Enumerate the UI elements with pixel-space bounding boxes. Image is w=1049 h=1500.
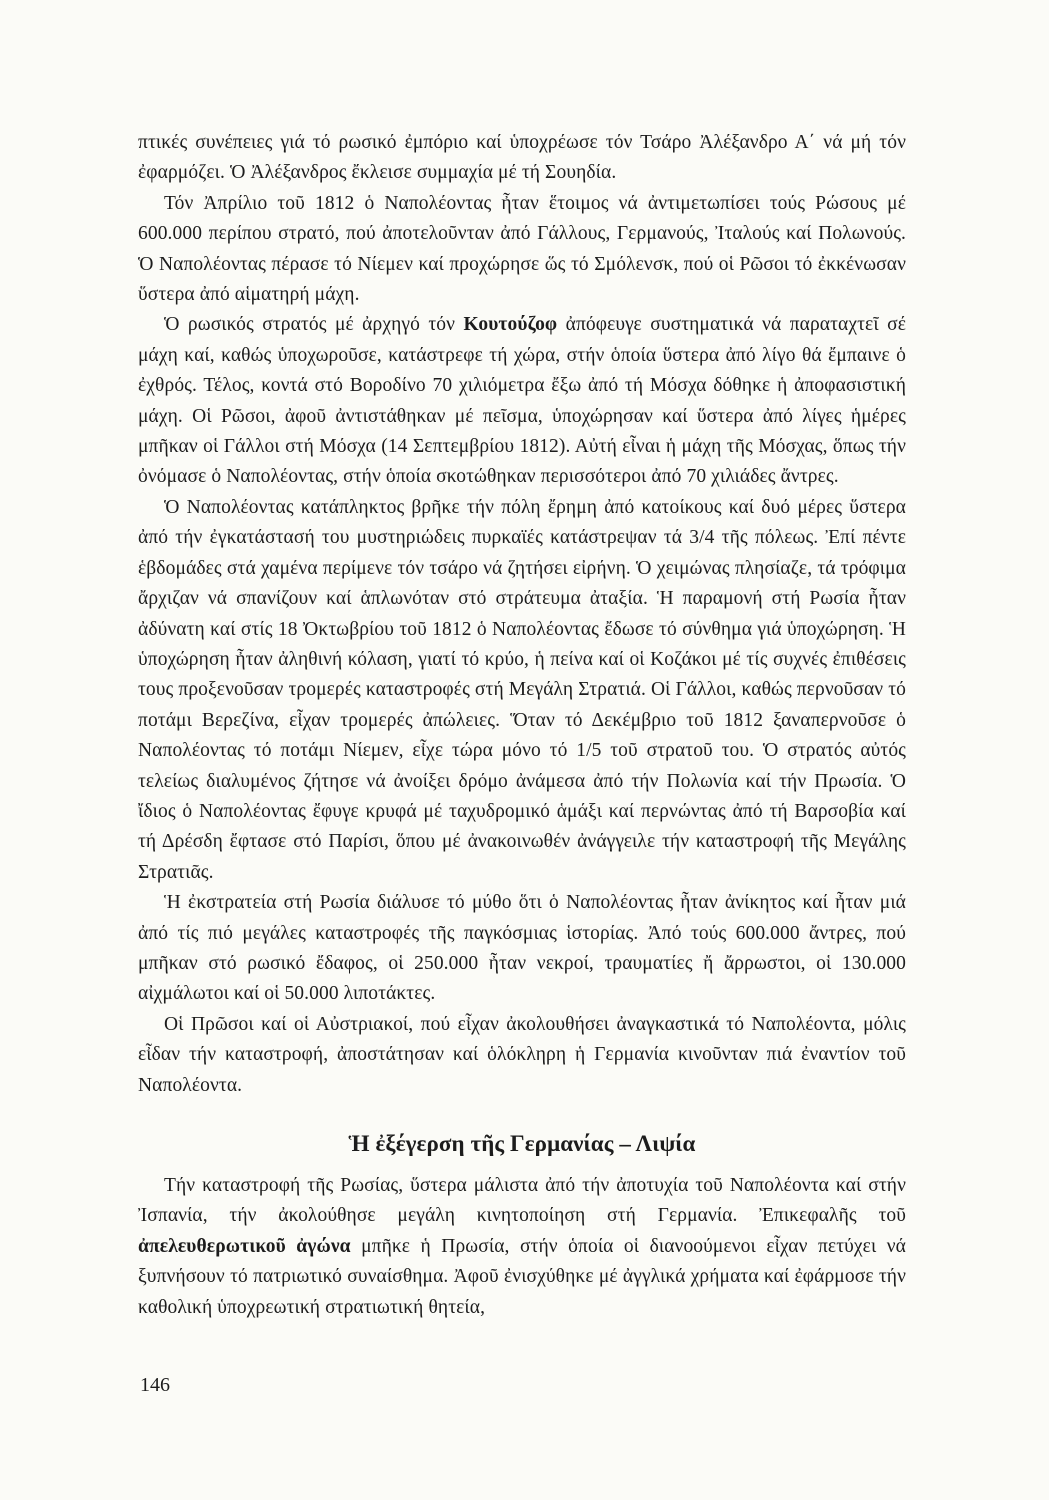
page-number: 146 bbox=[140, 1374, 170, 1396]
section-heading: Ἡ ἐξέγερση τῆς Γερμανίας – Λιψία bbox=[348, 1131, 696, 1156]
paragraph-continuation: πτικές συνέπειες γιά τό ρωσικό ἐμπόριο καί ὑποχρέωσε τόν Τσάρο Ἀλέξανδρο Α΄ νά μή τόν ἐφαρμόζει. Ὁ Ἀλέξανδρος ἔκλεισε συμμαχία μέ τή Σουηδία. bbox=[138, 132, 906, 184]
paragraph-german-uprising bbox=[138, 1171, 906, 1323]
paragraph-german-uprising-start: Τήν καταστροφή τῆς Ρωσίας, ὕστερα μάλιστα ἀπό τήν ἀποτυχία τοῦ Ναπολέοντα καί στήν Ἰσπανία, τήν ἀκολούθησε μεγάλη κινητοποίηση στή Γερμανία. Ἐπικεφαλῆς τοῦ bbox=[138, 1175, 906, 1227]
bold-term-liberation-struggle: ἀπελευθερωτικοῦ ἀγώνα bbox=[138, 1235, 351, 1257]
paragraph-campaign-result: Ἡ ἐκστρατεία στή Ρωσία διάλυσε τό μύθο ὅτι ὁ Ναπολέοντας ἦταν ἀνίκητος καί ἦταν μιά ἀπό τίς πιό μεγάλες καταστροφές τῆς παγκόσμιας ἱστορίας. Ἀπό τούς 600.000 ἄντρες, πού μπῆκαν στό ρωσικό ἔδαφος, οἱ 250.000 ἦταν νεκροί, τραυματίες ἤ ἄρρωστοι, οἱ 130.000 αἰχμάλωτοι καί οἱ 50.000 λιποτάκτες. bbox=[138, 892, 906, 1005]
paragraph-april-1812: Τόν Ἀπρίλιο τοῦ 1812 ὁ Ναπολέοντας ἦταν ἕτοιμος νά ἀντιμετωπίσει τούς Ρώσους μέ 600.000 περίπου στρατό, πού ἀποτελοῦνταν ἀπό Γάλλους, Γερμανούς, Ἰταλούς καί Πολωνούς. Ὁ Ναπολέοντας πέρασε τό Νίεμεν καί προχώρησε ὥς τό Σμόλενσκ, πού οἱ Ρῶσοι τό ἐκκένωσαν ὕστερα ἀπό αἱματηρή μάχη. bbox=[138, 192, 906, 306]
bold-term-kutuzov: Κουτούζοφ bbox=[463, 314, 558, 336]
paragraph-prussians-austrians: Οἱ Πρῶσοι καί οἱ Αὐστριακοί, πού εἶχαν ἀκολουθήσει ἀναγκαστικά τό Ναπολέοντα, μόλις εἶδαν τήν καταστροφή, ἀποστάτησαν καί ὁλόκληρη ἡ Γερμανία κινοῦνταν πιά ἐναντίον τοῦ Ναπολέοντα. bbox=[138, 1013, 906, 1096]
paragraph-kutuzov bbox=[138, 310, 906, 492]
paragraph-kutuzov-rest: ἀπόφευγε συστηματικά νά παραταχτεῖ σέ μάχη καί, καθώς ὑποχωροῦσε, κατάστρεφε τή χώρα, στήν ὁποία ὕστερα ἀπό λίγο θά ἔμπαινε ὁ ἐχθρός. Τέλος, κοντά στό Βοροδίνο 70 χιλιόμετρα ἔξω ἀπό τή Μόσχα δόθηκε ἡ ἀποφασιστική μάχη. Οἱ Ρῶσοι, ἀφοῦ ἀντιστάθηκαν μέ πεῖσμα, ὑποχώρησαν καί ὕστερα ἀπό λίγες ἡμέρες μπῆκαν οἱ Γάλλοι στή Μόσχα (14 Σεπτεμβρίου 1812). Αὐτή εἶναι ἡ μάχη τῆς Μόσχας, ὅπως τήν ὀνόμασε ὁ Ναπολέοντας, στήν ὁποία σκοτώθηκαν περισσότεροι ἀπό 70 χιλιάδες ἄντρες. bbox=[138, 314, 906, 488]
paragraph-moscow-retreat: Ὁ Ναπολέοντας κατάπληκτος βρῆκε τήν πόλη ἔρημη ἀπό κατοίκους καί δυό μέρες ὕστερα ἀπό τήν ἐγκατάστασή του μυστηριώδεις πυρκαϊές κατάστρεψαν τά 3/4 τῆς πόλεως. Ἐπί πέντε ἑβδομάδες στά χαμένα περίμενε τόν τσάρο νά ζητήσει εἰρήνη. Ὁ χειμώνας πλησίαζε, τά τρόφιμα ἄρχιζαν νά σπανίζουν καί ἁπλωνόταν στό στράτευμα ἀταξία. Ἡ παραμονή στή Ρωσία ἦταν ἀδύνατη καί στίς 18 Ὀκτωβρίου τοῦ 1812 ὁ Ναπολέοντας ἔδωσε τό σύνθημα γιά ὑποχώρηση. Ἡ ὑποχώρηση ἦταν ἀληθινή κόλαση, γιατί τό κρύο, ἡ πείνα καί οἱ Κοζάκοι μέ τίς συχνές ἐπιθέσεις τους προξενοῦσαν τρομερές καταστροφές στή Μεγάλη Στρατιά. Οἱ Γάλλοι, καθώς περνοῦσαν τό ποτάμι Βερεζίνα, εἶχαν τρομερές ἀπώλειες. Ὅταν τό Δεκέμβριο τοῦ 1812 ξαναπερνοῦσε ὁ Ναπολέοντας τό ποτάμι Νίεμεν, εἶχε τώρα μόνο τό 1/5 τοῦ στρατοῦ του. Ὁ στρατός αὐτός τελείως διαλυμένος ζήτησε νά ἀνοίξει δρόμο ἀνάμεσα ἀπό τήν Πολωνία καί τήν Πρωσία. Ὁ ἴδιος ὁ Ναπολέοντας ἔφυγε κρυφά μέ ταχυδρομικό ἁμάξι καί περνώντας ἀπό τή Βαρσοβία καί τή Δρέσδη ἔφτασε στό Παρίσι, ὅπου μέ ἀνακοινωθέν ἀνάγγειλε τήν καταστροφή τῆς Μεγάλης Στρατιᾶς. bbox=[138, 496, 906, 883]
paragraph-kutuzov-start: Ὁ ρωσικός στρατός μέ ἀρχηγό τόν bbox=[164, 314, 464, 336]
paragraph-german-uprising-rest: μπῆκε ἡ Πρωσία, στήν ὁποία οἱ διανοούμενοι εἶχαν πετύχει νά ξυπνήσουν τό πατριωτικό συναίσθημα. Ἀφοῦ ἐνισχύθηκε μέ ἀγγλικά χρήματα καί ἐφάρμοσε τήν καθολική ὑποχρεωτική στρατιωτική θητεία, bbox=[138, 1235, 906, 1318]
page-body bbox=[138, 128, 906, 1323]
